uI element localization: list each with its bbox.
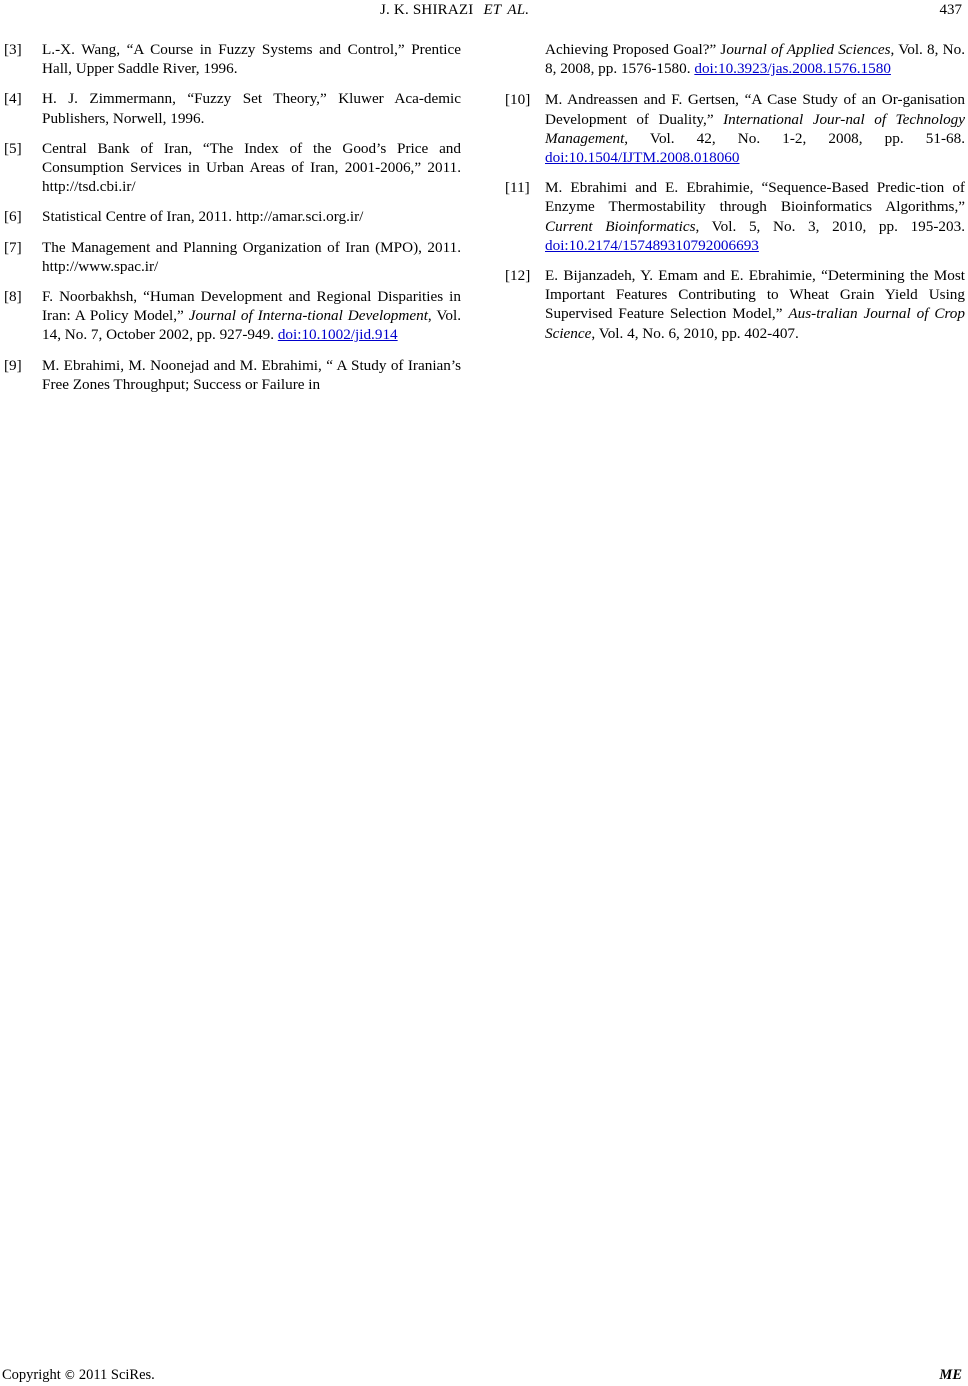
reference-number: [7] — [4, 238, 22, 256]
reference-text: Statistical Centre of Iran, 2011. http://amar.sci.org.ir/ — [42, 208, 364, 226]
copyright-symbol: © — [63, 1368, 76, 1382]
reference-number: [10] — [505, 91, 531, 109]
reference-text: M. Andreassen and F. Gertsen, “A Case Study of an Or-ganisation Development of Duality,” International Jour-nal of Technology Management, Vol. 42, No. 1-2, 2008, pp. 51-68. doi:10.1504/IJTM.2008.018060 — [545, 91, 965, 167]
reference-item — [4, 287, 461, 345]
reference-number: [6] — [4, 208, 22, 226]
reference-item — [4, 356, 461, 394]
journal-title: ournal of Applied Sciences — [726, 41, 891, 58]
reference-number: [8] — [4, 288, 22, 306]
reference-number: [12] — [505, 267, 531, 285]
reference-item — [4, 89, 461, 127]
journal-title: Aus-tralian Journal of Crop Science — [545, 305, 965, 342]
reference-item — [4, 207, 461, 226]
copyright-year-publisher: 2011 SciRes. — [78, 1367, 155, 1383]
doi-link[interactable]: doi:10.2174/157489310792006693 — [545, 236, 759, 254]
reference-continuation — [505, 40, 965, 78]
reference-text: M. Ebrahimi and E. Ebrahimie, “Sequence-Based Predic-tion of Enzyme Thermostability through Bioinformatics Algorithms,” Current Bioinformatics, Vol. 5, No. 3, 2010, pp. 195-203. doi:10.2174/157489310792006693 — [545, 179, 965, 254]
running-head — [380, 0, 535, 20]
journal-title: Journal of Interna-tional Development — [188, 307, 428, 325]
reference-number: [5] — [4, 139, 22, 157]
reference-number: [3] — [4, 41, 22, 58]
reference-text: Central Bank of Iran, “The Index of the Good’s Price and Consumption Services in Urban Areas of Iran, 2001-2006,” 2011. http://tsd.cbi.ir/ — [42, 139, 461, 196]
reference-number: [9] — [4, 356, 22, 374]
reference-text: F. Noorbakhsh, “Human Development and Regional Disparities in Iran: A Policy Model,” Journal of Interna-tional Development, Vol. 14, No. 7, October 2002, pp. 927-949. doi:10.1002/jid.914 — [42, 288, 461, 344]
reference-text: L.-X. Wang, “A Course in Fuzzy Systems and Control,” Prentice Hall, Upper Saddle River, 1996. — [42, 41, 461, 78]
references-right-column — [505, 40, 965, 354]
journal-abbreviation: ME — [939, 1367, 962, 1383]
running-head-et: ET — [483, 2, 502, 18]
page-footer — [0, 1366, 968, 1386]
reference-number: [11] — [505, 179, 530, 197]
reference-text: Achieving Proposed Goal?” Journal of Applied Sciences, Vol. 8, No. 8, 2008, pp. 1576-1580. doi:10.3923/jas.2008.1576.1580 — [545, 41, 965, 78]
reference-text: H. J. Zimmermann, “Fuzzy Set Theory,” Kluwer Aca-demic Publishers, Norwell, 1996. — [42, 90, 461, 127]
running-head-al: AL. — [507, 2, 530, 18]
doi-link[interactable]: doi:10.1002/jid.914 — [277, 326, 398, 344]
journal-title: Current Bioinformatics — [545, 217, 696, 235]
reference-number: [4] — [4, 90, 22, 108]
reference-item — [505, 266, 965, 343]
page-number: 437 — [939, 2, 962, 18]
doi-link[interactable]: doi:10.1504/IJTM.2008.018060 — [545, 149, 740, 167]
reference-item — [505, 178, 965, 255]
reference-item — [4, 238, 461, 276]
copyright-word: Copyright — [2, 1367, 61, 1383]
reference-text: E. Bijanzadeh, Y. Emam and E. Ebrahimie, “Determining the Most Important Features Contributing to Wheat Grain Yield Using Supervised Feature Selection Model,” Aus-tralian Journal of Crop Science, Vol. 4, No. 6, 2010, pp. 402-407. — [545, 267, 965, 342]
reference-item — [505, 90, 965, 167]
references-left-column — [4, 40, 461, 405]
page-header — [0, 0, 968, 24]
reference-item — [4, 139, 461, 197]
reference-item — [4, 40, 461, 78]
reference-text: M. Ebrahimi, M. Noonejad and M. Ebrahimi, “ A Study of Iranian’s Free Zones Throughput; Success or Failure in — [42, 356, 461, 393]
doi-link[interactable]: doi:10.3923/jas.2008.1576.1580 — [694, 60, 891, 78]
reference-text: The Management and Planning Organization of Iran (MPO), 2011. http://www.spac.ir/ — [42, 238, 461, 275]
journal-title: International Jour-nal of Technology Management — [545, 110, 965, 147]
copyright-notice — [2, 1366, 155, 1384]
running-head-author: J. K. SHIRAZI — [380, 2, 474, 18]
